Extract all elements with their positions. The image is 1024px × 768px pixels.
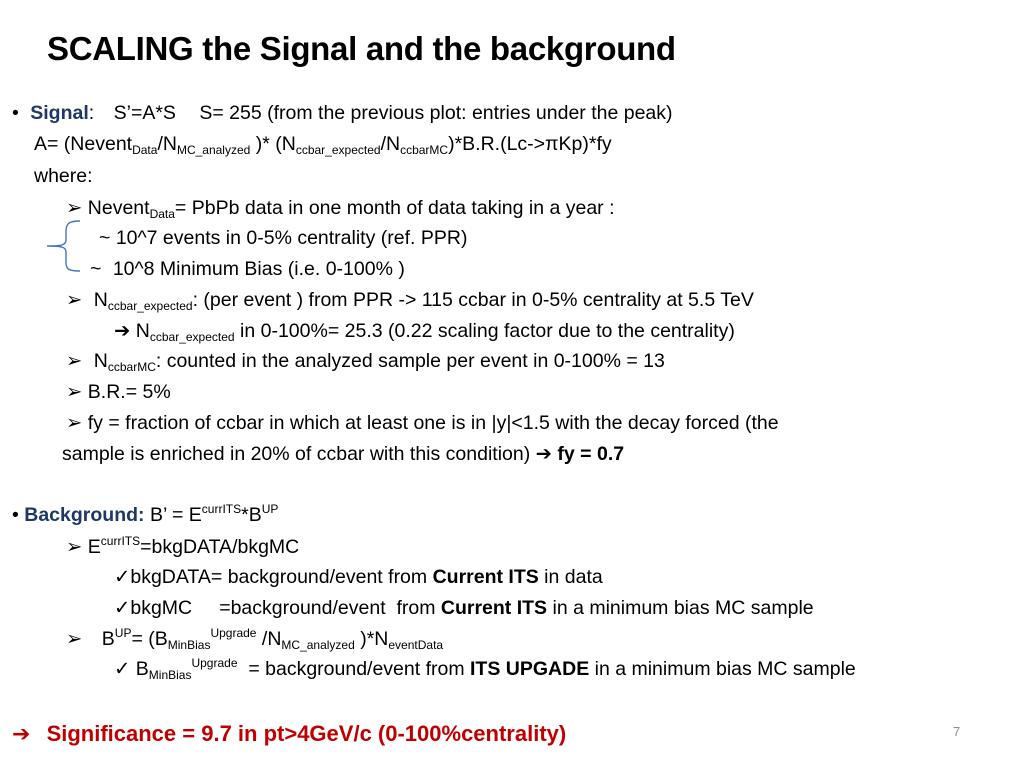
chevron-icon: ➢ xyxy=(66,289,83,311)
events-central-item: ~ 10^7 events in 0-5% centrality (ref. PPR) xyxy=(99,227,468,249)
page-number: 7 xyxy=(953,724,961,739)
bkgdata-item: ✓bkgDATA= background/event from Current ITS in data xyxy=(114,566,603,588)
chevron-icon: ➢ xyxy=(66,350,83,372)
bminbias-item: ✓ $B_{MinBias}^{Upgrade}$ = background/event from ITS UPGADE in a minimum bias MC sample xyxy=(114,656,856,682)
br-item: ➢ B.R.= 5% xyxy=(66,381,171,403)
fy-item-continued: sample is enriched in 20% of ccbar with this condition) ➔ fy = 0.7 xyxy=(62,443,625,465)
signal-label: Signal xyxy=(30,102,89,124)
bkgmc-item: ✓bkgMC =background/event from Current ITS in a minimum bias MC sample xyxy=(114,597,814,619)
where-label: where: xyxy=(34,165,93,187)
arrow-right-icon: ➔ xyxy=(12,721,31,746)
chevron-icon: ➢ xyxy=(66,197,83,219)
nccbarmc-item: ➢ $N_{ccbarMC}$: counted in the analyzed sample per event in 0-100% = 13 xyxy=(66,350,665,374)
signal-formula: S’=A*S xyxy=(113,102,176,124)
nevent-item: ➢ Nevent$_{Data}$= PbPb data in one month of data taking in a year : xyxy=(66,197,615,221)
signal-s-value: S= 255 (from the previous plot: entries under the peak) xyxy=(199,102,673,124)
chevron-icon: ➢ xyxy=(66,628,83,650)
signal-line: • Signal: S’=A*S S= 255 (from the previous plot: entries under the peak) xyxy=(12,102,673,124)
fy-result: fy = 0.7 xyxy=(557,443,625,465)
chevron-icon: ➢ xyxy=(66,381,83,403)
tilde-icon: ~ xyxy=(99,227,111,249)
background-formula: B’ = $E^{currITS}*B^{UP}$ xyxy=(149,502,279,526)
events-minbias-item: ~ 10^8 Minimum Bias (i.e. 0-100% ) xyxy=(90,258,405,280)
curly-brace-icon xyxy=(44,218,84,274)
bup-item: ➢ $B^{UP}= (B_{MinBias}^{Upgrade}$ $/N_{MC\_analyzed}$ )$*N_{eventData}$ xyxy=(66,626,444,652)
significance-line xyxy=(12,722,566,746)
check-icon: ✓ xyxy=(114,597,131,619)
chevron-icon: ➢ xyxy=(66,536,83,558)
arrow-right-icon: ➔ xyxy=(114,320,131,342)
a-formula-line: $A= (Nevent_{Data}/N_{MC\_analyzed}$ )* $(N_{ccbar\_expected}/N_{ccbarMC})*B.R.(Lc->\pi Kp)*fy$ xyxy=(34,133,612,157)
fy-item: ➢ fy = fraction of ccbar in which at least one is in |y|<1.5 with the decay forced (the xyxy=(66,412,779,434)
nccbar-expected-item: ➢ $N_{ccbar\_expected}$: (per event ) from PPR -> 115 ccbar in 0-5% centrality at 5.5 TeV xyxy=(66,289,754,313)
tilde-icon: ~ xyxy=(90,258,102,280)
ecurr-item: ➢ $E^{currITS}=bkgDATA$/bkgMC xyxy=(66,534,300,558)
check-icon: ✓ xyxy=(114,566,131,588)
nccbar-scaled-item: ➔ $N_{ccbar\_expected}$ in 0-100%= 25.3 (0.22 scaling factor due to the centrality) xyxy=(114,320,735,344)
bullet-icon: • xyxy=(12,504,19,526)
chevron-icon: ➢ xyxy=(66,412,83,434)
background-label: Background: xyxy=(24,504,145,526)
significance-text: Significance = 9.7 in pt>4GeV/c (0-100%centrality) xyxy=(46,721,567,746)
check-icon: ✓ xyxy=(114,658,131,680)
slide-title: SCALING the Signal and the background xyxy=(47,30,676,67)
arrow-right-icon: ➔ xyxy=(535,443,552,465)
bullet-icon: • xyxy=(12,102,19,124)
background-line xyxy=(12,503,278,527)
